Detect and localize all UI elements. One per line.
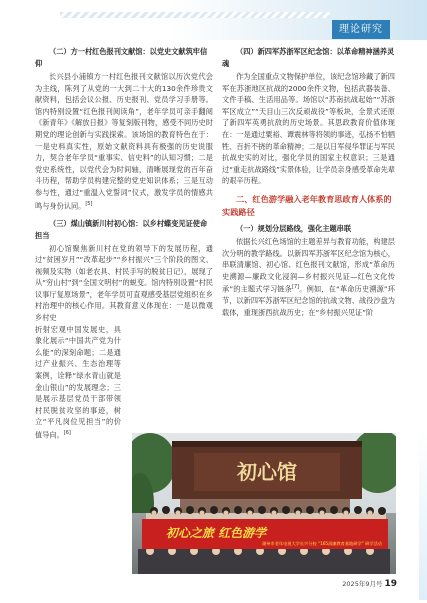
edge-decoration [419, 430, 427, 600]
section-tag: 理论研究 [332, 20, 390, 39]
body-paragraph: 作为全国重点文物保护单位，该纪念馆珍藏了新四军在苏浙地区抗战的2000余件文物，包括武器装备、文件手稿、生活用品等。场馆以“苏南抗战起始”“苏浙军区成立”“天目山三次反顽战役”等板块，全景式还原了新四军英勇抗敌的历史场景。其思政教育价值体现在：一是通过粟裕、谭震林等将领的事迹，弘扬不怕牺牲、百折不挠的革命精神；二是以日军侵华罪证与军民抗战史实的对比，强化学员的国家主权意识；三是通过“重走抗战路线”实景体验，让学员亲身感受革命先辈的艰辛历程。 [222, 72, 395, 186]
body-paragraph [35, 71, 213, 212]
banner-main-text: 初心之旅 红色游学 [165, 526, 267, 540]
building-sign: 初心馆 [237, 460, 297, 484]
paragraph-text: 依据长兴红色场馆的主题差异与教育功能，构建层次分明的教学路线。以新四军苏浙军区纪念馆为核心，串联清廉馆、初心馆、红色报刊文献馆，形成“革命历史溯源—廉政文化浸润—乡村振兴见证—红色文化传承”的主题式学习链条 [222, 236, 395, 294]
paragraph-text: 折射宏观中国发展史，具象化展示“中国共产党为什么能”的深刻命题；二是通过产业振兴、生态治理等案例，诠释“绿水青山就是金山银山”的发展理念；三是展示基层党员干部带领村民脱贫攻坚的事迹，树立“平凡岗位见担当”的价值导向。 [35, 324, 121, 440]
paragraph-text: 长兴县小浦镇方一村红色报刊文献馆以历次党代会为主线，陈列了从党的一大到二十大的130余件珍贵文献资料，包括会议公报、历史报刊、党员学习手册等。馆内特别设置“红色报刊阅读角”，老年学员可亲手翻阅《新青年》《解放日报》等复刻版刊物，感受不同历史时期党的理论创新与实践探索。该场馆的教育特色在于：一是史料真实性，原始文献资料具有极强的历史说服力，契合老年学员“重事实、信史料”的认知习惯；二是党史系统性，以党代会为时间轴，清晰展现党的百年奋斗历程，帮助学员构建完整的党史知识体系；三是互动参与性，通过“重温入党誓词”仪式，激发学员的情感共鸣与身份认同。 [35, 72, 213, 210]
wrapped-paragraph [35, 324, 121, 441]
page-footer [342, 579, 397, 589]
page-number: 19 [384, 579, 397, 589]
footnote-ref: [7] [292, 284, 300, 291]
left-column [35, 46, 213, 441]
section-heading: （二）方一村红色报刊文献馆：以党史文献筑牢信仰 [35, 47, 208, 68]
section-heading: （三）煤山镇新川村初心馆：以乡村蝶变见证使命担当 [35, 218, 208, 240]
section-heading: （一）规划分层路线，强化主题串联 [236, 223, 352, 233]
body-paragraph [222, 236, 395, 319]
header-decoration [60, 12, 330, 18]
issue-date: 2025年9月号 [342, 580, 383, 588]
footnote-ref: [5] [85, 200, 93, 207]
section-heading: （四）新四军苏浙军区纪念馆：以革命精神涵养灵魂 [222, 47, 395, 68]
banner-sub-text: 湖州市老年电视大学长兴分校 “165清廉教育基地研学” 研学活动 [262, 541, 382, 546]
group-photo [132, 433, 396, 574]
footnote-ref: [6] [63, 430, 71, 437]
page-header [0, 0, 427, 40]
group-photo-illustration [132, 433, 396, 574]
right-column [222, 46, 395, 318]
body-paragraph: 初心馆聚焦新川村在党的领导下的发展历程，通过“贫困岁月”“改革起步”“乡村振兴”三个阶段的图文、视频及实物（如老农具、村民手写的脱贫日记），展现了从“穷山村”到“全国文明村”的蜕变。馆内特别设置“村民议事厅复原场景”，老年学员可直观感受基层党组织在乡村治理中的核心作用。其教育意义体现在：一是以微观乡村史 [35, 243, 213, 323]
paragraph-text: 。例如，在“革命历史溯源”环节，以新四军苏浙军区纪念馆的抗战文物、战役沙盘为载体，重现浙西抗战历史；在“乡村振兴见证”阶 [222, 284, 395, 317]
part-heading: 二、红色游学融入老年教育思政育人体系的实践路径 [222, 193, 392, 217]
